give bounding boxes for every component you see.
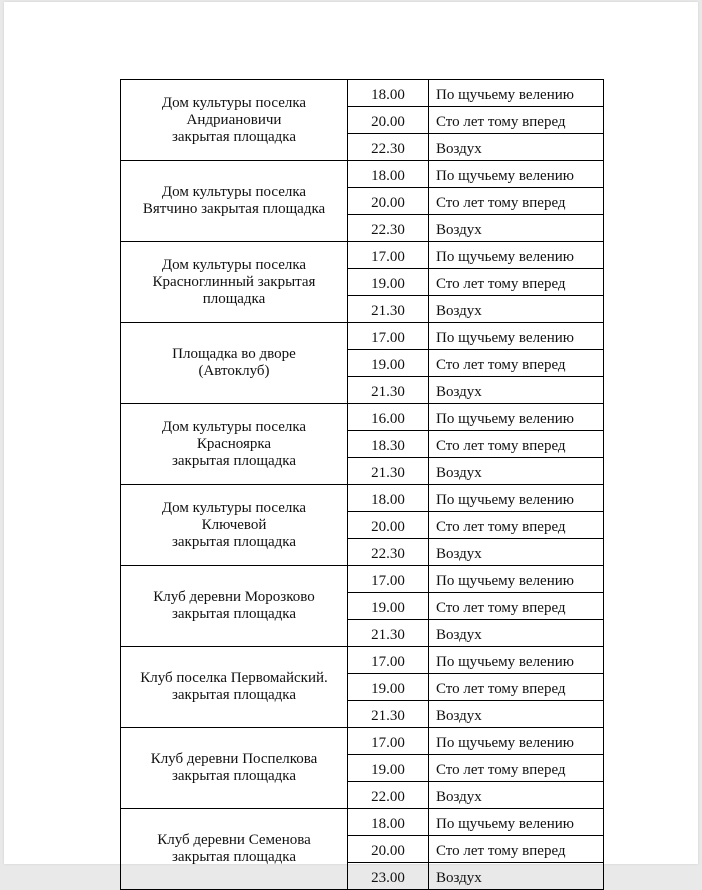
show-time: 17.00	[348, 647, 429, 674]
show-time: 22.30	[348, 134, 429, 161]
film-title: По щучьему велению	[429, 242, 604, 269]
show-time: 18.30	[348, 431, 429, 458]
film-title: По щучьему велению	[429, 809, 604, 836]
venue-name-line: закрытая площадка	[171, 768, 297, 784]
venue-cell	[121, 809, 348, 890]
film-title: По щучьему велению	[429, 161, 604, 188]
film-title: Воздух	[429, 863, 604, 890]
film-title: Воздух	[429, 701, 604, 728]
venue-name-line: Площадка во дворе	[172, 346, 296, 362]
show-time: 21.30	[348, 701, 429, 728]
film-title: Сто лет тому вперед	[429, 107, 604, 134]
venue-name-line: Андриановичи	[186, 111, 282, 128]
show-time: 18.00	[348, 80, 429, 107]
show-time: 21.30	[348, 377, 429, 404]
venue-name-line: закрытая площадка	[171, 849, 297, 865]
schedule-row	[121, 323, 604, 350]
show-time: 19.00	[348, 674, 429, 701]
venue-cell	[121, 485, 348, 566]
film-title: Сто лет тому вперед	[429, 593, 604, 620]
show-time: 21.30	[348, 296, 429, 323]
show-time: 19.00	[348, 269, 429, 296]
venue-cell	[121, 161, 348, 242]
film-title: Сто лет тому вперед	[429, 188, 604, 215]
film-title: По щучьему велению	[429, 80, 604, 107]
show-time: 20.00	[348, 512, 429, 539]
show-time: 23.00	[348, 863, 429, 890]
venue-name-line: Клуб деревни Поспелкова	[150, 751, 318, 767]
show-time: 17.00	[348, 566, 429, 593]
venue-name-line: Дом культуры поселка	[161, 418, 307, 435]
show-time: 20.00	[348, 107, 429, 134]
venue-name-line: Вятчино закрытая площадка	[142, 201, 326, 217]
venue-name-line: (Автоклуб)	[198, 363, 270, 379]
venue-name-line: закрытая площадка	[171, 452, 297, 469]
film-title: Сто лет тому вперед	[429, 269, 604, 296]
show-time: 22.30	[348, 215, 429, 242]
schedule-row	[121, 485, 604, 512]
venue-cell	[121, 242, 348, 323]
venue-name-line: Клуб деревни Морозково	[153, 589, 315, 605]
venue-name-line: закрытая площадка	[171, 606, 297, 622]
schedule-row	[121, 242, 604, 269]
schedule-row	[121, 80, 604, 107]
venue-name-line: закрытая площадка	[171, 533, 297, 550]
show-time: 18.00	[348, 809, 429, 836]
schedule-row	[121, 647, 604, 674]
film-title: Воздух	[429, 134, 604, 161]
film-title: Воздух	[429, 296, 604, 323]
venue-cell	[121, 404, 348, 485]
venue-name-line: Ключевой	[201, 516, 267, 533]
venue-cell	[121, 323, 348, 404]
venue-cell	[121, 80, 348, 161]
film-title: Сто лет тому вперед	[429, 755, 604, 782]
venue-name-line: Клуб деревни Семенова	[157, 832, 311, 848]
film-title: По щучьему велению	[429, 404, 604, 431]
film-title: По щучьему велению	[429, 728, 604, 755]
venue-name-line: Красноярка	[196, 435, 272, 452]
show-time: 16.00	[348, 404, 429, 431]
document-page	[4, 2, 698, 886]
show-time: 19.00	[348, 350, 429, 377]
film-title: По щучьему велению	[429, 566, 604, 593]
film-title: Сто лет тому вперед	[429, 674, 604, 701]
film-title: По щучьему велению	[429, 647, 604, 674]
film-title: Воздух	[429, 782, 604, 809]
film-title: Сто лет тому вперед	[429, 836, 604, 863]
venue-name-line: Дом культуры поселка	[161, 256, 307, 273]
venue-name-line: Красноглинный закрытая	[152, 273, 316, 290]
show-time: 19.00	[348, 755, 429, 782]
show-time: 22.30	[348, 539, 429, 566]
film-title: Сто лет тому вперед	[429, 350, 604, 377]
show-time: 17.00	[348, 323, 429, 350]
film-title: По щучьему велению	[429, 485, 604, 512]
venue-name-line: Дом культуры поселка	[161, 499, 307, 516]
show-time: 21.30	[348, 458, 429, 485]
show-time: 17.00	[348, 242, 429, 269]
venue-cell	[121, 566, 348, 647]
show-time: 17.00	[348, 728, 429, 755]
film-title: Сто лет тому вперед	[429, 512, 604, 539]
schedule-row	[121, 809, 604, 836]
screening-schedule-table	[120, 79, 604, 890]
venue-name-line: площадка	[202, 290, 266, 307]
schedule-body	[121, 80, 604, 890]
show-time: 19.00	[348, 593, 429, 620]
venue-name-line: Клуб поселка Первомайский.	[140, 670, 328, 686]
show-time: 20.00	[348, 188, 429, 215]
schedule-row	[121, 728, 604, 755]
film-title: Воздух	[429, 215, 604, 242]
show-time: 21.30	[348, 620, 429, 647]
film-title: Воздух	[429, 377, 604, 404]
venue-name-line: Дом культуры поселка	[161, 184, 307, 200]
venue-cell	[121, 647, 348, 728]
show-time: 22.00	[348, 782, 429, 809]
film-title: Воздух	[429, 620, 604, 647]
show-time: 18.00	[348, 161, 429, 188]
film-title: Воздух	[429, 458, 604, 485]
venue-name-line: Дом культуры поселка	[161, 94, 307, 111]
film-title: Воздух	[429, 539, 604, 566]
film-title: Сто лет тому вперед	[429, 431, 604, 458]
schedule-row	[121, 161, 604, 188]
venue-name-line: закрытая площадка	[171, 128, 297, 145]
schedule-row	[121, 404, 604, 431]
schedule-row	[121, 566, 604, 593]
show-time: 18.00	[348, 485, 429, 512]
venue-cell	[121, 728, 348, 809]
venue-name-line: закрытая площадка	[171, 687, 297, 703]
show-time: 20.00	[348, 836, 429, 863]
film-title: По щучьему велению	[429, 323, 604, 350]
